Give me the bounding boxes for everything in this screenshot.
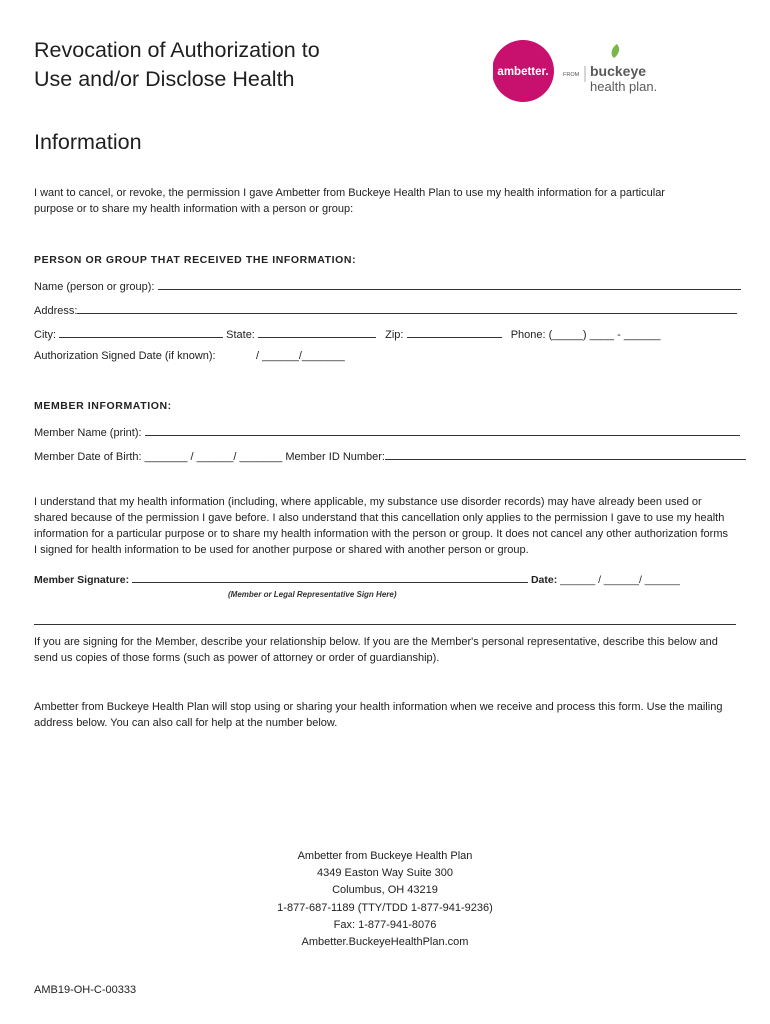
signature-date-field[interactable]: ______ / ______/ ______: [560, 574, 680, 586]
auth-date-label: Authorization Signed Date (if known):: [34, 350, 216, 362]
address-line-1: Ambetter from Buckeye Health Plan: [297, 850, 473, 862]
ambetter-buckeye-logo: [493, 40, 673, 102]
signature-row: [34, 571, 680, 586]
member-id-label: Member ID Number:: [285, 451, 385, 463]
form-code: AMB19-OH-C-00333: [34, 984, 137, 996]
section-divider: [34, 624, 736, 625]
address-row: [34, 302, 737, 317]
signature-label: Member Signature:: [34, 574, 130, 586]
leaf-icon: [612, 44, 620, 58]
zip-label: Zip:: [385, 329, 404, 341]
intro-text: I want to cancel, or revoke, the permission I gave Ambetter from Buckeye Health Plan to use my health information for a particular purpose or to share my health information with a person or group:: [34, 187, 665, 215]
understand-text: I understand that my health information (including, where applicable, my substance use disorder records) may have already been used or shared because of the permission I gave before. I also understand that this cancellation only applies to the permission I gave to use my health information for a particular purpose or to share my health information with the person or group. It does not cancel any other authorization forms I signed for health information to be used for another purpose or shared with another person or group.: [34, 496, 728, 556]
title-line-3: Information: [34, 130, 142, 154]
signature-caption: (Member or Legal Representative Sign Here): [228, 590, 397, 599]
ambetter-logo-text: ambetter.: [497, 66, 549, 78]
member-name-row: [34, 424, 740, 439]
logo-from-text: FROM: [563, 72, 580, 78]
relationship-text: If you are signing for the Member, describe your relationship below. If you are the Member's personal representative, describe this below and send us copies of those forms (such as power of attorney or order of guardianship).: [34, 636, 718, 664]
city-field[interactable]: [59, 326, 223, 338]
address-line-3: Columbus, OH 43219: [332, 884, 438, 897]
buckeye-logo-text: buckeye: [590, 63, 647, 79]
state-label: State:: [226, 329, 255, 341]
mailing-address: [235, 848, 535, 951]
address-field[interactable]: [77, 302, 737, 314]
address-line-2: 4349 Easton Way Suite 300: [317, 867, 453, 880]
member-name-field[interactable]: [145, 424, 740, 436]
stop-text: Ambetter from Buckeye Health Plan will stop using or sharing your health information when we receive and process this form. Use the mailing address below. You can also call for help at the number below.: [34, 701, 723, 729]
member-section-heading: MEMBER INFORMATION:: [34, 400, 172, 412]
signature-date-label: Date:: [530, 574, 558, 586]
member-dob-id-row: [34, 448, 746, 463]
address-label: Address:: [34, 305, 78, 317]
member-name-label: Member Name (print):: [34, 427, 142, 439]
health-plan-logo-text: health plan.: [590, 79, 658, 94]
person-section-heading: PERSON OR GROUP THAT RECEIVED THE INFORMATION:: [34, 254, 357, 266]
auth-date-field[interactable]: / ______/_______: [256, 350, 345, 362]
city-state-zip-row: [34, 326, 661, 341]
form-title: [34, 36, 320, 94]
phone-field[interactable]: Phone: (_____) ____ - ______: [510, 329, 661, 341]
city-label: City:: [34, 329, 56, 341]
phone-line: 1-877-687-1189 (TTY/TDD 1-877-941-9236): [277, 901, 493, 914]
title-line-1: Revocation of Authorization to: [34, 38, 320, 62]
person-name-row: [34, 278, 741, 293]
person-name-label: Name (person or group):: [34, 281, 155, 293]
fax-line: Fax: 1-877-941-8076: [333, 918, 437, 931]
title-line-2: Use and/or Disclose Health: [34, 67, 295, 91]
state-field[interactable]: [258, 326, 376, 338]
website-line: Ambetter.BuckeyeHealthPlan.com: [301, 936, 469, 949]
member-id-field[interactable]: [385, 448, 746, 460]
zip-field[interactable]: [407, 326, 502, 338]
member-dob-field[interactable]: Member Date of Birth: _______ / ______/ _______: [34, 451, 283, 463]
person-name-field[interactable]: [158, 278, 741, 290]
signature-field[interactable]: [132, 571, 528, 583]
